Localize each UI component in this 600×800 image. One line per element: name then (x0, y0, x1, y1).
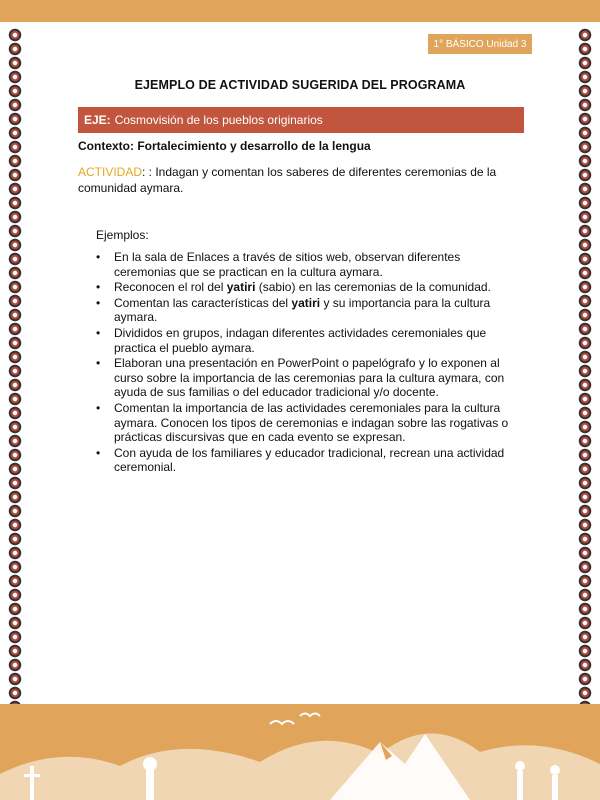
left-decorative-border (8, 28, 22, 718)
page-title: EJEMPLO DE ACTIVIDAD SUGERIDA DEL PROGRAMA (134, 78, 466, 92)
examples-label: Ejemplos: (96, 228, 149, 242)
activity-text: : : Indagan y comentan los saberes de diferentes ceremonias de la comunidad aymara. (78, 165, 497, 195)
example-item (96, 250, 516, 279)
example-text-bold: yatiri (291, 295, 321, 310)
top-color-band (0, 0, 600, 22)
example-text-pre: Con ayuda de los familiares y educador tradicional, recrean una actividad ceremonial. (114, 445, 505, 475)
example-text-post: (sabio) en las ceremonias de la comunidad. (255, 280, 491, 295)
bullet-icon: • (96, 356, 101, 371)
andean-landscape-illustration-icon (0, 704, 600, 800)
eje-value: Cosmovisión de los pueblos originarios (114, 113, 323, 127)
bullet-icon: • (96, 400, 101, 415)
activity-label: ACTIVIDAD (78, 165, 143, 179)
context-heading: Contexto: Fortalecimiento y desarrollo de la lengua (78, 139, 371, 153)
example-text-pre: Comentan las características del (114, 295, 292, 310)
grade-unit-badge: 1° BÁSICO Unidad 3 (428, 34, 532, 54)
example-text-pre: Comentan la importancia de las actividades ceremoniales para la cultura aymara. Conocen los tipos de ceremonias e indagan sobre las rogativas o prácticas discursivas que en cada evento se expresan. (114, 400, 509, 445)
bullet-icon: • (96, 295, 101, 310)
activity-paragraph (78, 164, 518, 196)
footer-band (0, 704, 600, 800)
bullet-icon: • (96, 280, 101, 295)
example-item (96, 401, 516, 445)
example-item (96, 326, 516, 355)
right-decorative-border (578, 28, 592, 718)
bullet-icon: • (96, 445, 101, 460)
example-text-bold: yatiri (226, 280, 256, 295)
example-text-post: y su importancia para la cultura aymara. (114, 295, 491, 325)
bullet-icon: • (96, 250, 101, 264)
example-text-pre: Reconocen el rol del (114, 280, 227, 295)
example-text-pre: En la sala de Enlaces a través de sitios web, observan diferentes ceremonias que se practican en la cultura aymara. (114, 250, 461, 279)
example-item (96, 280, 516, 295)
examples-list (96, 250, 516, 476)
eje-bar (78, 107, 524, 133)
eje-label: EJE: (84, 113, 111, 127)
example-item (96, 296, 516, 325)
bullet-icon: • (96, 325, 101, 340)
example-item (96, 446, 516, 475)
example-text-pre: Elaboran una presentación en PowerPoint o papelógrafo y lo exponen al curso sobre la importancia de las ceremonias para la cultura aymara, con ayuda de sus familias o del educador tradicional y/o docente. (114, 356, 505, 400)
example-item (96, 356, 516, 400)
example-text-pre: Divididos en grupos, indagan diferentes actividades ceremoniales que practica el pueblo aymara. (114, 325, 487, 355)
